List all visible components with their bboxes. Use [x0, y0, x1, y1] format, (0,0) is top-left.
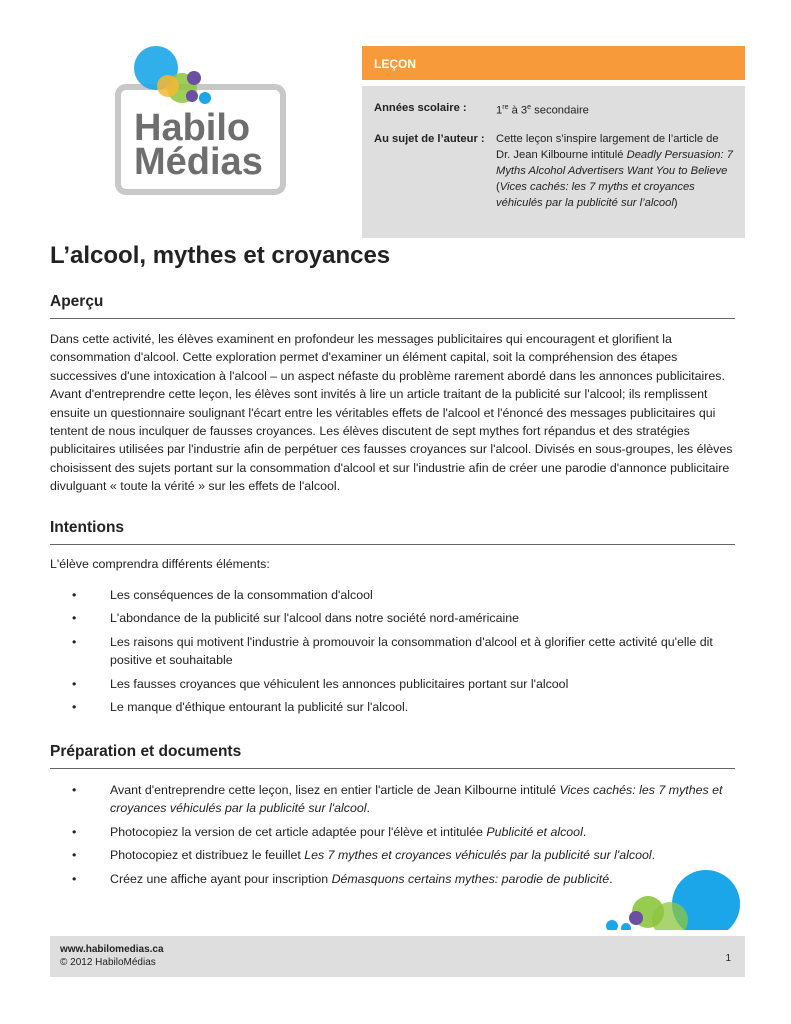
lesson-label: LEÇON: [374, 57, 416, 71]
footer-copyright: © 2012 HabiloMédias: [60, 957, 156, 968]
grades-label: Années scolaire :: [374, 102, 467, 114]
apercu-heading-wrap: [50, 293, 735, 319]
habilomedias-logo: [108, 40, 293, 200]
author-label: Au sujet de l’auteur :: [374, 132, 485, 145]
list-item: • Avant d'entreprendre cette leçon, lisez en entier l'article de Jean Kilbourne intitulé Vices cachés: les 7 mythes et croyances véhiculés par la publicité sur l'alcool.: [72, 781, 732, 818]
author-value: Cette leçon s’inspire largement de l’article de Dr. Jean Kilbourne intitulé Deadly Persuasion: 7 Myths Alcohol Advertisers Want You to Believe (Vices cachés: les 7 myths et croyances véhiculés par la publicité sur l’alcool): [496, 132, 733, 209]
intentions-heading: Intentions: [50, 519, 125, 536]
page-number: 1: [725, 953, 731, 964]
list-item: • Les raisons qui motivent l'industrie à promouvoir la consommation d'alcool et à glorifier cette activité qu'elle dit positive et souhaitable: [72, 633, 732, 670]
grades-value: 1re à 3e secondaire: [496, 104, 589, 117]
list-item: • Les fausses croyances que véhiculent les annonces publicitaires portant sur l'alcool: [72, 675, 732, 693]
list-item: • Photocopiez la version de cet article adaptée pour l'élève et intitulée Publicité et alcool.: [72, 823, 732, 841]
intentions-heading-wrap: [50, 519, 735, 545]
decorative-circles: [598, 868, 746, 930]
logo-line2: Médias: [134, 141, 263, 183]
author-row: [374, 131, 733, 211]
logo-line1: Habilo: [134, 107, 251, 149]
grades-row: [374, 100, 733, 119]
list-item: • L'abondance de la publicité sur l'alcool dans notre société nord-américaine: [72, 609, 732, 627]
lesson-info-box: [362, 86, 745, 238]
lesson-header: [362, 46, 745, 80]
page-title: L’alcool, mythes et croyances: [50, 242, 391, 269]
list-item: • Les conséquences de la consommation d'alcool: [72, 586, 732, 604]
footer: [50, 936, 745, 977]
list-item: • Créez une affiche ayant pour inscription Démasquons certains mythes: parodie de publicité.: [72, 870, 732, 888]
list-item: • Photocopiez et distribuez le feuillet Les 7 mythes et croyances véhiculés par la publicité sur l'alcool.: [72, 846, 732, 864]
preparation-heading-wrap: [50, 743, 735, 769]
intentions-intro: L'élève comprendra différents éléments:: [50, 557, 270, 571]
footer-url[interactable]: www.habilomedias.ca: [60, 944, 164, 955]
preparation-heading: Préparation et documents: [50, 743, 242, 760]
list-item: • Le manque d'éthique entourant la publicité sur l'alcool.: [72, 698, 732, 716]
apercu-text: Dans cette activité, les élèves examinent en profondeur les messages publicitaires qui encouragent et glorifient la consommation d'alcool. Cette exploration permet d'examiner un élément capital, soit la compréhension des étapes successives d'une intoxication à l'alcool – un aspect néfaste du problème rarement abordé dans les annonces publicitaires. Avant d'entreprendre cette leçon, les élèves sont invités à lire un article traitant de la publicité sur l'alcool; ils remplissent ensuite un questionnaire soulignant l'écart entre les véritables effets de l'alcool et l'énoncé des messages publicitaires qui tentent de nous inculquer de fausses croyances. Les élèves discutent de sept mythes fort répandus et des stratégies publicitaires utilisées par l'industrie afin de perpétuer ces fausses croyances sur l'alcool. Divisés en sous-groupes, les élèves choisissent des sujets portant sur la consommation d'alcool et sur l'industrie afin de créer une parodie d'annonce publicitaire divulguant « toute la vérité » sur les effets de l'alcool.: [50, 332, 733, 494]
intentions-list: [72, 586, 732, 721]
apercu-heading: Aperçu: [50, 293, 104, 310]
